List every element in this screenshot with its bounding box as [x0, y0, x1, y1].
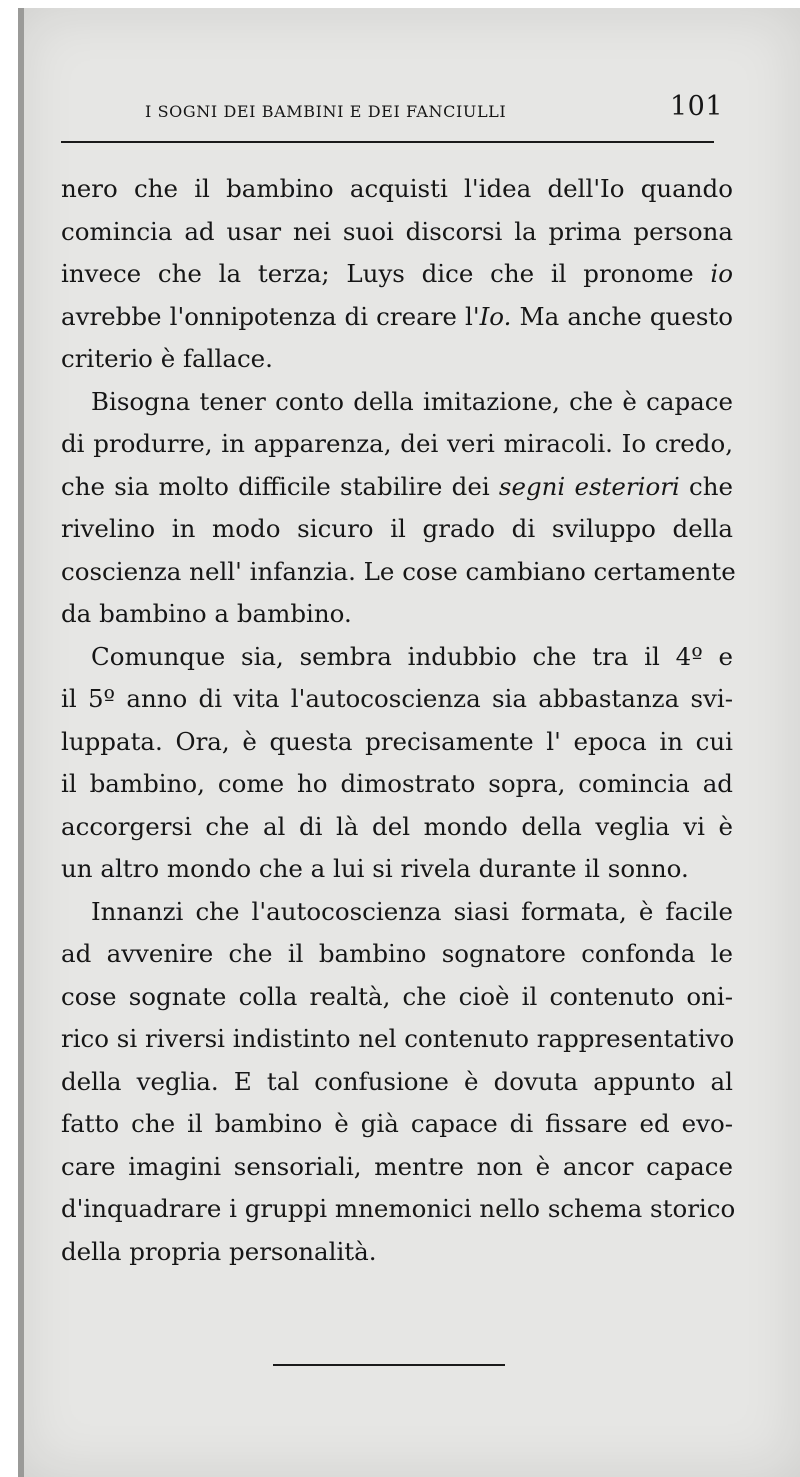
running-head: I SOGNI DEI BAMBINI E DEI FANCIULLI [145, 102, 507, 121]
text-line: invece che la terza; Luys dice che il pronome io [61, 259, 733, 288]
paragraph [61, 381, 736, 636]
text-line: avrebbe l'onnipotenza di creare l'Io. Ma anche questo [61, 301, 733, 331]
end-rule [273, 1364, 505, 1366]
text-line: accorgersi che al di là del mondo della veglia vi è [61, 811, 733, 841]
text-line: il bambino, come ho dimostrato sopra, comincia ad [61, 769, 733, 798]
text-line: un altro mondo che a lui si rivela durante il sonno. [61, 854, 689, 883]
text-line: cose sognate colla realtà, che cioè il contenuto oni- [61, 981, 733, 1011]
book-page [18, 8, 800, 1477]
text-line: Bisogna tener conto della imitazione, che è capace [91, 386, 733, 416]
text-line: rico si riversi indistinto nel contenuto rappresentativo [61, 1024, 735, 1053]
page-header [18, 83, 800, 133]
text-line: della veglia. E tal confusione è dovuta appunto al [61, 1066, 733, 1096]
text-line: criterio è fallace. [61, 344, 273, 373]
paragraph [61, 168, 733, 381]
page-number: 101 [670, 91, 724, 122]
paragraph [61, 636, 733, 891]
text-line: ad avvenire che il bambino sognatore confonda le [61, 939, 733, 968]
header-rule [61, 141, 714, 143]
text-line: coscienza nell' infanzia. Le cose cambiano certamente [61, 556, 736, 586]
text-line: d'inquadrare i gruppi mnemonici nello schema storico [61, 1194, 736, 1223]
text-line: Comunque sia, sembra indubbio che tra il 4º e [91, 641, 733, 671]
text-line: care imagini sensoriali, mentre non è ancor capace [61, 1151, 733, 1181]
body-text [61, 168, 736, 1273]
text-line: Innanzi che l'autocoscienza siasi formata, è facile [91, 896, 733, 926]
text-line: luppata. Ora, è questa precisamente l' epoca in cui [61, 726, 733, 756]
text-line: di produrre, in apparenza, dei veri miracoli. Io credo, [61, 429, 733, 458]
text-line: il 5º anno di vita l'autocoscienza sia abbastanza svi- [61, 684, 733, 713]
text-line: che sia molto difficile stabilire dei segni esteriori che [61, 471, 733, 501]
text-line: della propria personalità. [61, 1236, 377, 1266]
text-line: nero che il bambino acquisti l'idea dell'Io quando [61, 174, 733, 203]
text-line: da bambino a bambino. [61, 599, 352, 628]
text-line: rivelino in modo sicuro il grado di sviluppo della [61, 514, 733, 543]
paragraph [61, 891, 736, 1274]
text-line: fatto che il bambino è già capace di fissare ed evo- [61, 1109, 733, 1138]
text-line: comincia ad usar nei suoi discorsi la prima persona [61, 216, 733, 246]
